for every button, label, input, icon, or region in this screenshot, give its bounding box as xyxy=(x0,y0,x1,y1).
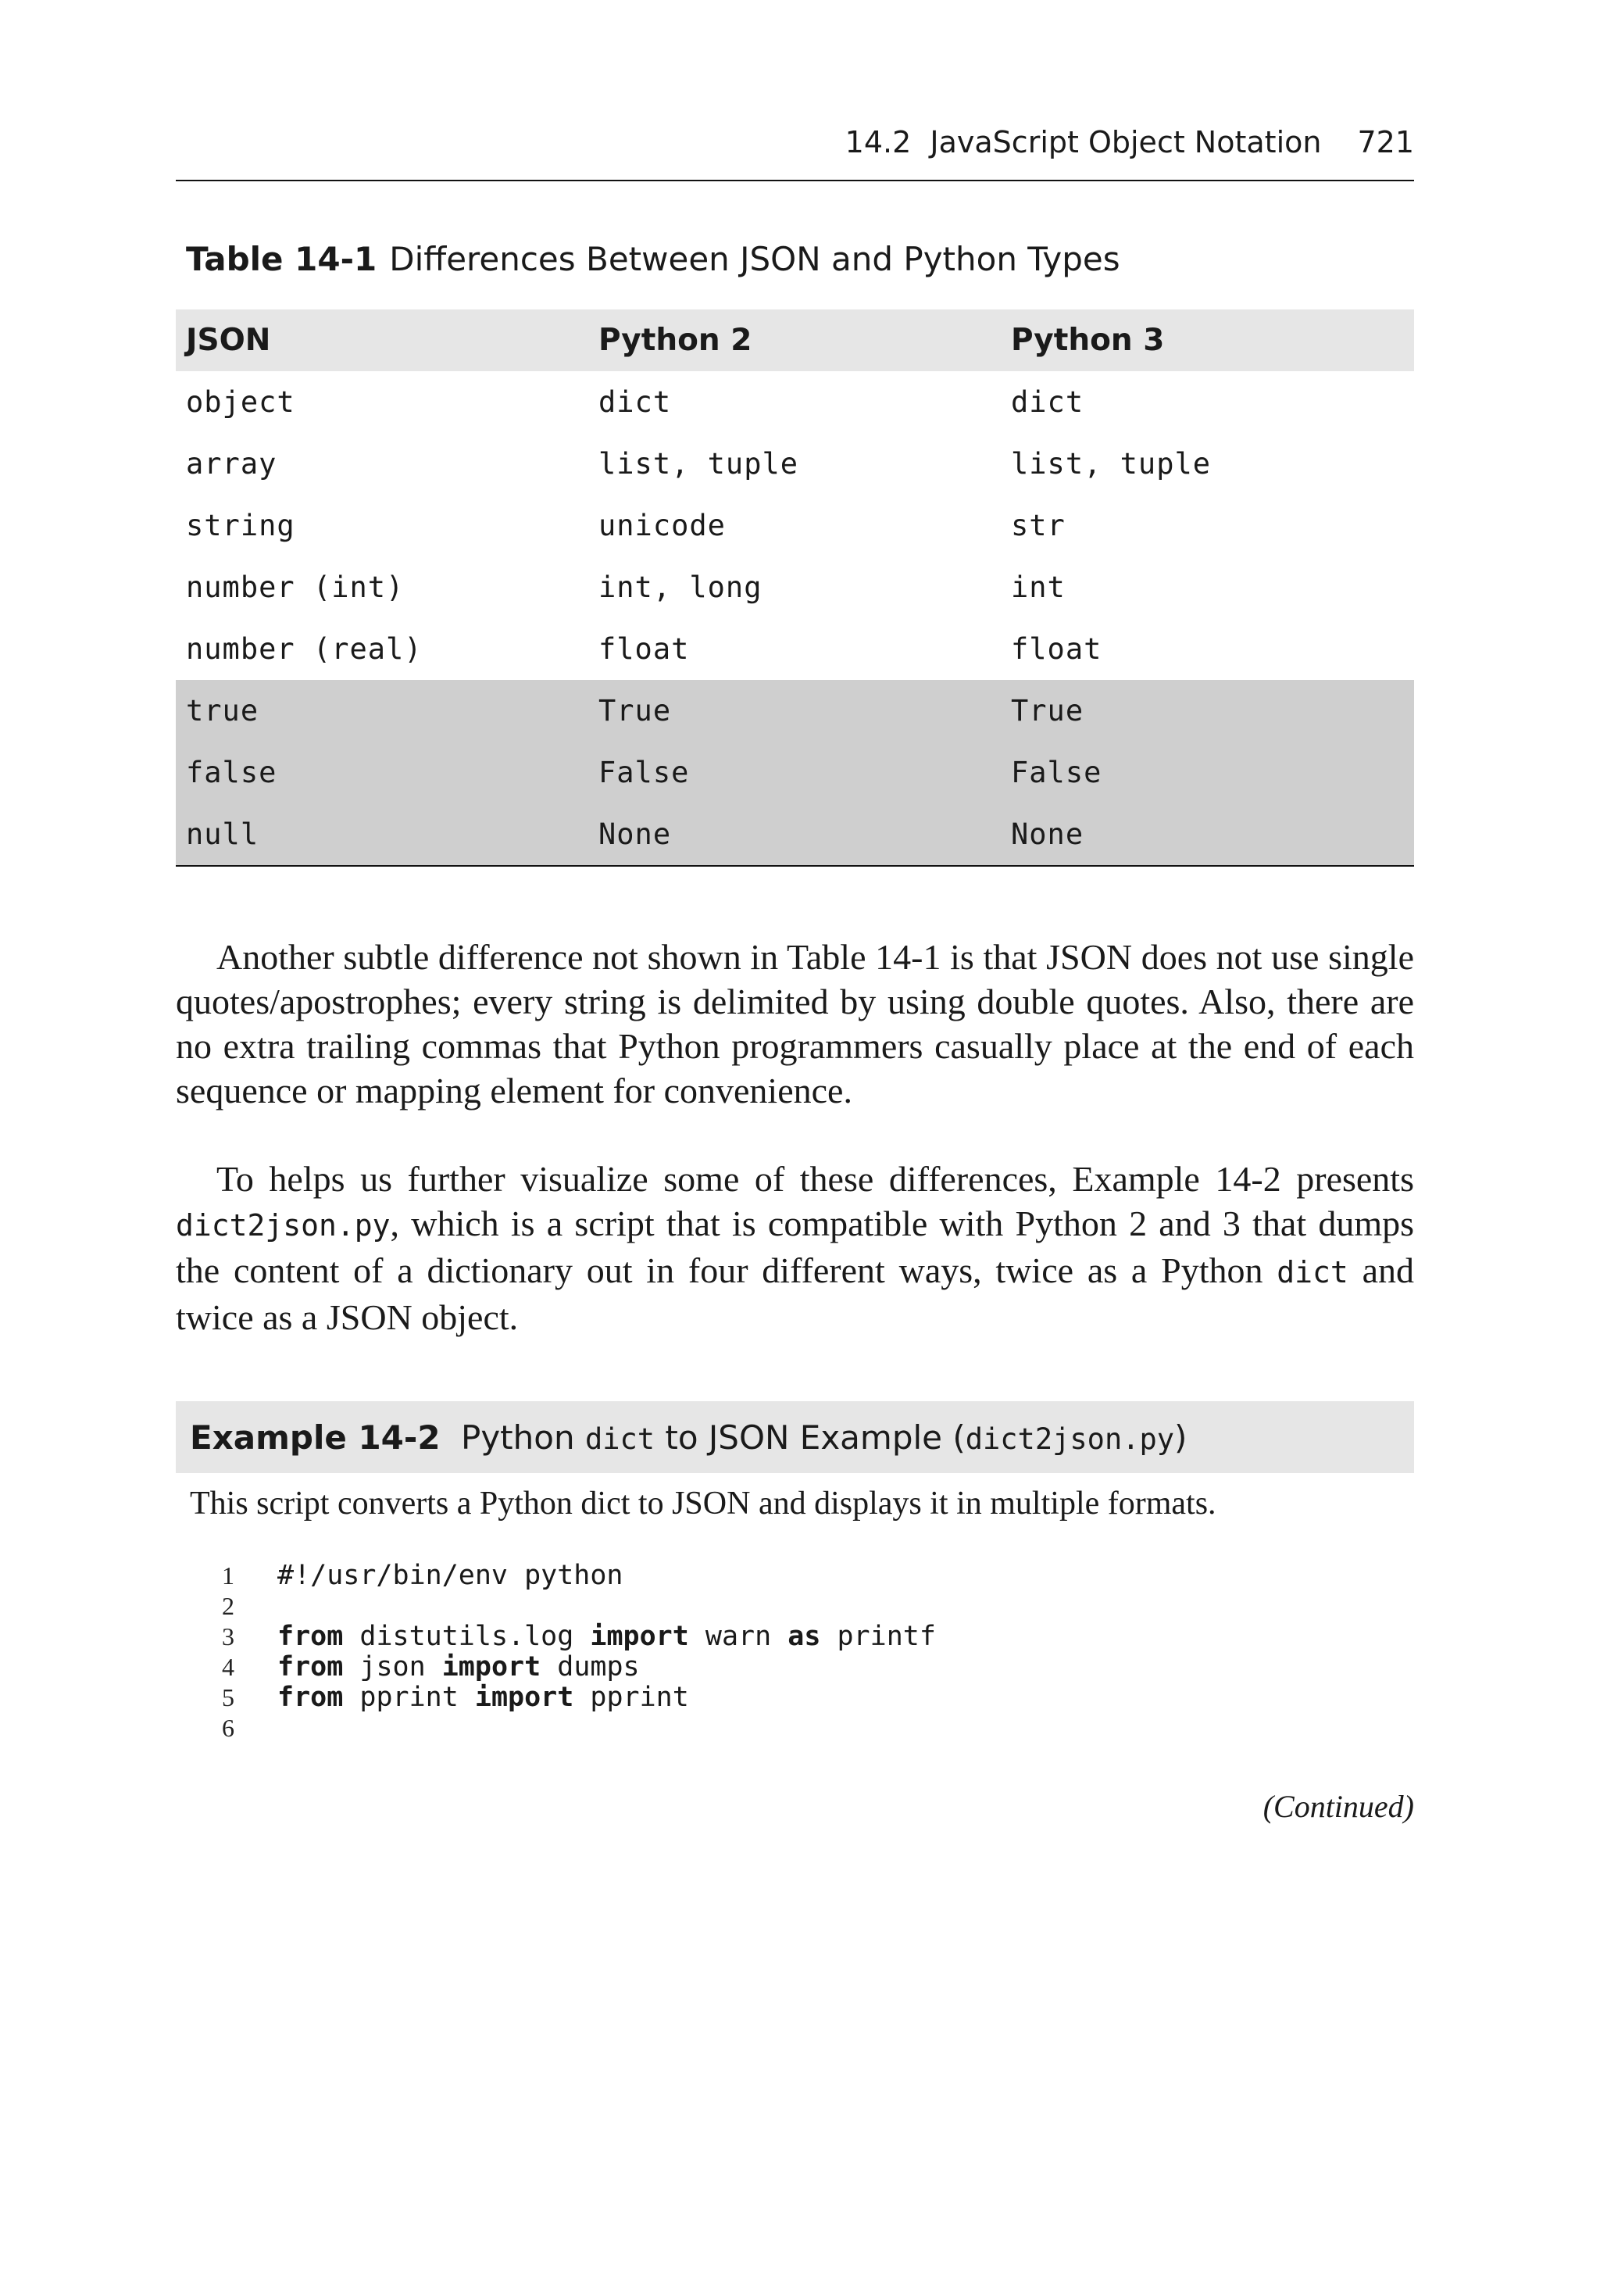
code-line xyxy=(203,1713,234,1743)
table-cell: object xyxy=(186,385,295,419)
table-row xyxy=(176,495,1414,556)
example-title-filename: dict2json.py xyxy=(965,1422,1175,1456)
body-paragraph-1 xyxy=(176,935,1414,1113)
example-title-code: dict xyxy=(584,1422,655,1456)
code-listing xyxy=(203,1560,936,1743)
code-text: #!/usr/bin/env python xyxy=(277,1560,623,1591)
table-cell: None xyxy=(588,803,1001,866)
example-header xyxy=(176,1401,1414,1473)
table-row xyxy=(176,371,1414,433)
table-title: Differences Between JSON and Python Types xyxy=(389,240,1120,278)
example-title xyxy=(461,1418,1187,1457)
table-cell: number (real) xyxy=(186,632,423,666)
table-cell: list, tuple xyxy=(1011,447,1212,481)
line-number: 2 xyxy=(222,1592,234,1620)
table-cell: float xyxy=(1011,632,1102,666)
line-number: 3 xyxy=(222,1622,234,1650)
table-cell: dict xyxy=(598,385,672,419)
code-text: from pprint import pprint xyxy=(277,1682,689,1713)
body-paragraph-2 xyxy=(176,1157,1414,1339)
paragraph-text xyxy=(176,1157,1414,1339)
table-caption xyxy=(186,240,1120,278)
example-title-part: ) xyxy=(1174,1418,1188,1457)
table-cell: str xyxy=(1011,509,1066,542)
table-cell: True xyxy=(1001,680,1414,742)
code-line xyxy=(203,1651,640,1683)
continued-label: (Continued) xyxy=(1262,1789,1414,1824)
running-head-section: 14.2 JavaScript Object Notation xyxy=(845,125,1322,159)
table-row xyxy=(176,618,1414,680)
table-header-row xyxy=(176,309,1414,371)
table-cell: null xyxy=(176,803,588,866)
line-number: 4 xyxy=(222,1653,234,1681)
table-cell: string xyxy=(186,509,295,542)
running-head-text xyxy=(845,125,1414,159)
example-title-part: to JSON Example ( xyxy=(655,1418,966,1457)
table-cell: false xyxy=(176,742,588,803)
table-cell: true xyxy=(176,680,588,742)
table-cell: True xyxy=(588,680,1001,742)
code-line xyxy=(203,1621,936,1652)
line-number: 5 xyxy=(222,1683,234,1711)
table-row xyxy=(176,742,1414,803)
paragraph-text-part: To helps us further visualize some of these differences, Example 14-2 presents xyxy=(216,1159,1414,1199)
table-cell: False xyxy=(588,742,1001,803)
type-comparison-table xyxy=(176,309,1414,867)
table-row xyxy=(176,803,1414,866)
code-line xyxy=(203,1591,234,1622)
page-number: 721 xyxy=(1357,125,1414,159)
example-title-part: Python xyxy=(461,1418,585,1457)
paragraph-text-part: , which is a script that is compatible with Python 2 and 3 that dumps the content of a dictionary out in four different ways, twice as a Python xyxy=(176,1203,1414,1290)
paragraph-text: Another subtle difference not shown in Table 14-1 is that JSON does not use single quotes/apostrophes; every string is delimited by using double quotes. Also, there are no extra trailing commas that Python programmers casually place at the end of each sequence or mapping element for convenience. xyxy=(176,937,1414,1110)
code-text: from json import dumps xyxy=(277,1651,640,1683)
code-text: from distutils.log import warn as printf xyxy=(277,1621,936,1652)
line-number: 6 xyxy=(222,1714,234,1742)
table-label: Table 14-1 xyxy=(186,240,377,278)
column-header-python3: Python 3 xyxy=(1001,309,1414,371)
table-cell: int xyxy=(1011,570,1066,604)
table-cell: False xyxy=(1001,742,1414,803)
table-row xyxy=(176,433,1414,495)
column-header-python2: Python 2 xyxy=(588,309,1001,371)
code-line xyxy=(203,1682,689,1713)
running-head xyxy=(176,117,1414,181)
table-cell: float xyxy=(598,632,690,666)
table-cell: list, tuple xyxy=(598,447,799,481)
table-row xyxy=(176,556,1414,618)
table-cell: int, long xyxy=(598,570,762,604)
inline-code-dict: dict xyxy=(1277,1255,1348,1289)
table-cell: dict xyxy=(1011,385,1084,419)
inline-code-filename: dict2json.py xyxy=(176,1208,391,1243)
table-cell: array xyxy=(186,447,277,481)
example-label: Example 14-2 xyxy=(190,1418,441,1457)
paragraph-text-part: and twice as a JSON object. xyxy=(176,1250,1414,1337)
table-cell: None xyxy=(1001,803,1414,866)
table-row xyxy=(176,680,1414,742)
table-cell: unicode xyxy=(598,509,726,542)
column-header-json: JSON xyxy=(176,309,588,371)
table-cell: number (int) xyxy=(186,570,405,604)
line-number: 1 xyxy=(222,1561,234,1590)
example-description: This script converts a Python dict to JSON and displays it in multiple formats. xyxy=(190,1486,1216,1522)
code-line xyxy=(203,1560,623,1591)
